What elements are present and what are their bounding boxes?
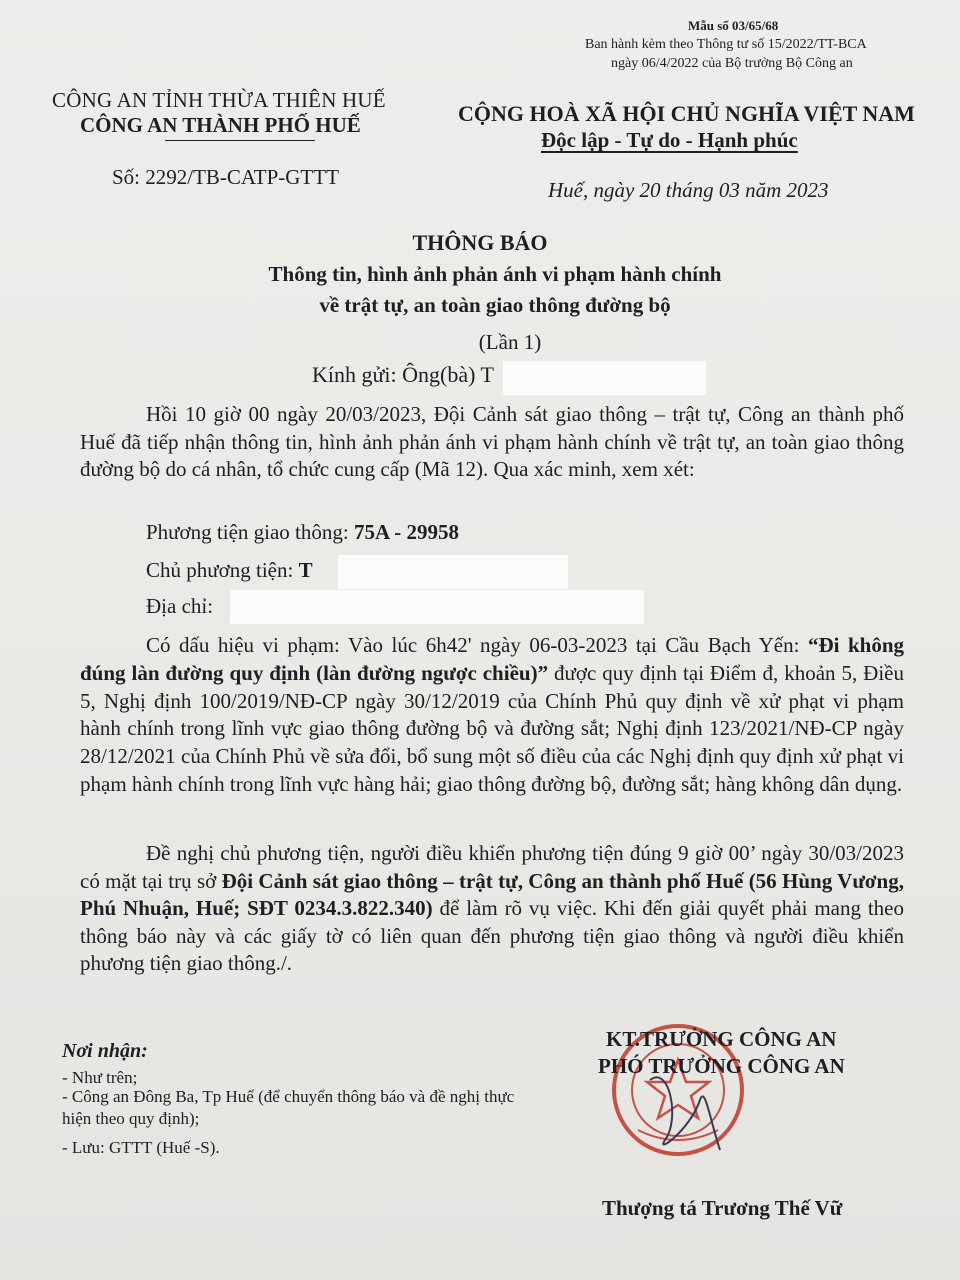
paragraph-request [80, 840, 904, 978]
request-rest: để làm rõ vụ việc. Khi đến giải quyết phải mang theo thông báo này và các giấy tờ có liên quan đến phương tiện giao thông và người điều khiển phương tiện giao thông./. [80, 896, 905, 975]
redacted-owner-name [338, 555, 568, 589]
signer-name: Thượng tá Trương Thế Vữ [602, 1196, 843, 1220]
vehicle-label: Phương tiện giao thông: [146, 520, 354, 544]
violation-legal-basis: được quy định tại Điểm đ, khoản 5, Điều 5, Nghị định 100/2019/NĐ-CP ngày 30/12/2019 của Chính Phủ quy định về xử phạt vi phạm hành chính trong lĩnh vực giao thông đường bộ và đường sắt; Nghị định 123/2021/NĐ-CP ngày 28/12/2021 của Chính Phủ về sửa đổi, bổ sung một số điều của các Nghị định quy định xử phạt vi phạm hành chính trong lĩnh vực hàng hải; giao thông đường bộ, đường sắt; hàng không dân dụng. [80, 660, 904, 796]
org-underline [165, 140, 315, 141]
occurrence-label: (Lần 1) [478, 330, 542, 354]
paragraph-intro: Hồi 10 giờ 00 ngày 20/03/2023, Đội Cảnh sát giao thông – trật tự, Công an thành phố Huế đã tiếp nhận thông tin, hình ảnh phản ánh vi phạm hành chính về trật tự, an toàn giao thông đường bộ do cá nhân, tổ chức cung cấp (Mã 12). Qua xác minh, xem xét: [80, 402, 904, 481]
recipient-item: - Như trên; [62, 1068, 138, 1087]
owner-initial: T [298, 558, 313, 582]
recipients-heading: Nơi nhận: [62, 1040, 148, 1062]
form-issued-date: ngày 06/4/2022 của Bộ trưởng Bộ Công an [611, 56, 853, 71]
recipient-line: Kính gửi: Ông(bà) T [312, 362, 494, 387]
request-office: Đội Cảnh sát giao thông – trật tự, Công an thành phố Huế (56 Hùng Vương, Phú Nhuận, Huế; SĐT 0234.3.822.340) [80, 868, 904, 920]
address-field [146, 594, 213, 619]
signature-title-line-2: PHÓ TRƯỞNG CÔNG AN [598, 1054, 845, 1078]
org-parent: CÔNG AN TỈNH THỪA THIÊN HUẾ [52, 88, 386, 112]
form-issued-by: Ban hành kèm theo Thông tư số 15/2022/TT-BCA [585, 37, 867, 52]
subtitle-line-1: Thông tin, hình ảnh phản ánh vi phạm hành chính [268, 262, 722, 286]
national-motto: Độc lập - Tự do - Hạnh phúc [541, 128, 798, 152]
vehicle-field [146, 520, 459, 545]
recipient-item: - Lưu: GTTT (Huế -S). [62, 1138, 220, 1157]
request-intro: Đề nghị chủ phương tiện, người điều khiển phương tiện đúng 9 giờ 00’ ngày 30/03/2023 có mặt tại trụ sở [80, 841, 904, 893]
vehicle-plate: 75A - 29958 [353, 520, 459, 544]
violation-description: “Đi không đúng làn đường quy định (làn đường ngược chiều)” [80, 633, 904, 685]
document-number: Số: 2292/TB-CATP-GTTT [112, 165, 339, 189]
violation-intro: Có dấu hiệu vi phạm: Vào lúc 6h42' ngày 06-03-2023 tại Cầu Bạch Yến: [146, 633, 808, 657]
subtitle-line-2: về trật tự, an toàn giao thông đường bộ [319, 293, 671, 317]
document-title: THÔNG BÁO [412, 230, 548, 255]
signature-title-line-1: KT.TRƯỞNG CÔNG AN [606, 1027, 837, 1051]
nation-name: CỘNG HOÀ XÃ HỘI CHỦ NGHĨA VIỆT NAM [458, 101, 915, 126]
form-number: Mẫu số 03/65/68 [688, 18, 779, 33]
place-date: Huế, ngày 20 tháng 03 năm 2023 [548, 178, 829, 202]
owner-label: Chủ phương tiện: [146, 558, 299, 582]
owner-field [146, 558, 313, 583]
paragraph-violation [80, 632, 904, 799]
recipient-item: - Công an Đông Ba, Tp Huế (để chuyển thông báo và đề nghị thực hiện theo quy định); [62, 1087, 515, 1128]
redacted-address [230, 590, 644, 624]
org-unit: CÔNG AN THÀNH PHỐ HUẾ [80, 113, 361, 137]
redacted-recipient-name [503, 361, 706, 395]
address-label: Địa chỉ: [146, 594, 214, 618]
